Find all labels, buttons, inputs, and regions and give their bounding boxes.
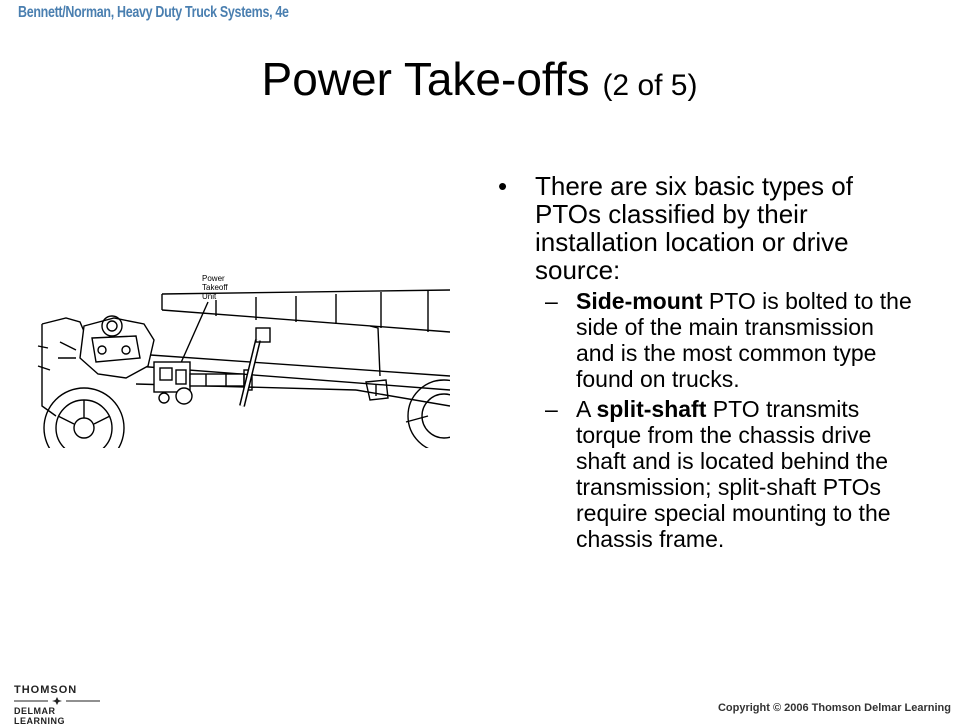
hoist-cylinder (242, 328, 270, 406)
callout-label-line2: Takeoff (202, 283, 228, 292)
book-title: Bennett/Norman, Heavy Duty Truck Systems, 4e (18, 4, 289, 21)
copyright-notice: Copyright © 2006 Thomson Delmar Learning (717, 702, 951, 714)
slide-title-suffix: (2 of 5) (602, 69, 698, 102)
logo-line-delmar: DELMAR LEARNING (14, 706, 65, 726)
logo-line-thomson: THOMSON (14, 684, 78, 696)
front-wheel (44, 388, 124, 448)
pto-unit (154, 362, 192, 404)
sub-bullet-marker: – (545, 288, 558, 314)
bullet-item (498, 172, 918, 284)
slide-title (0, 52, 959, 106)
sub-bullet-prefix: A (576, 396, 597, 422)
sub-bullet-side-mount (498, 288, 918, 392)
bullet-marker: • (498, 171, 508, 201)
term-split-shaft: split-shaft (596, 396, 707, 422)
bullet-list (498, 172, 918, 552)
callout-label-line1: Power (202, 274, 225, 283)
logo-star-icon (14, 697, 100, 705)
sub-bullet-split-shaft (498, 396, 918, 552)
transmission-block (58, 316, 154, 378)
pto-illustration (36, 266, 450, 448)
sub-bullet-marker: – (545, 396, 558, 422)
callout-label-line3: Unit (202, 292, 217, 301)
slide-title-main: Power Take-offs (261, 53, 590, 105)
publisher-logo (14, 684, 100, 726)
term-side-mount: Side-mount (576, 288, 703, 314)
bullet-text: There are six basic types of PTOs classified by their installation location or drive source: (535, 171, 853, 285)
rear-wheel (406, 380, 450, 448)
sub-bullet-text: PTO transmits torque from the chassis drive shaft and is located behind the transmission; split-shaft PTOs require special mounting to the chassis frame. (576, 396, 891, 552)
frame-bracket (366, 380, 388, 400)
cab-outline (42, 318, 86, 416)
sub-bullet-text: PTO is bolted to the side of the main transmission and is the most common type found on trucks. (576, 288, 912, 392)
